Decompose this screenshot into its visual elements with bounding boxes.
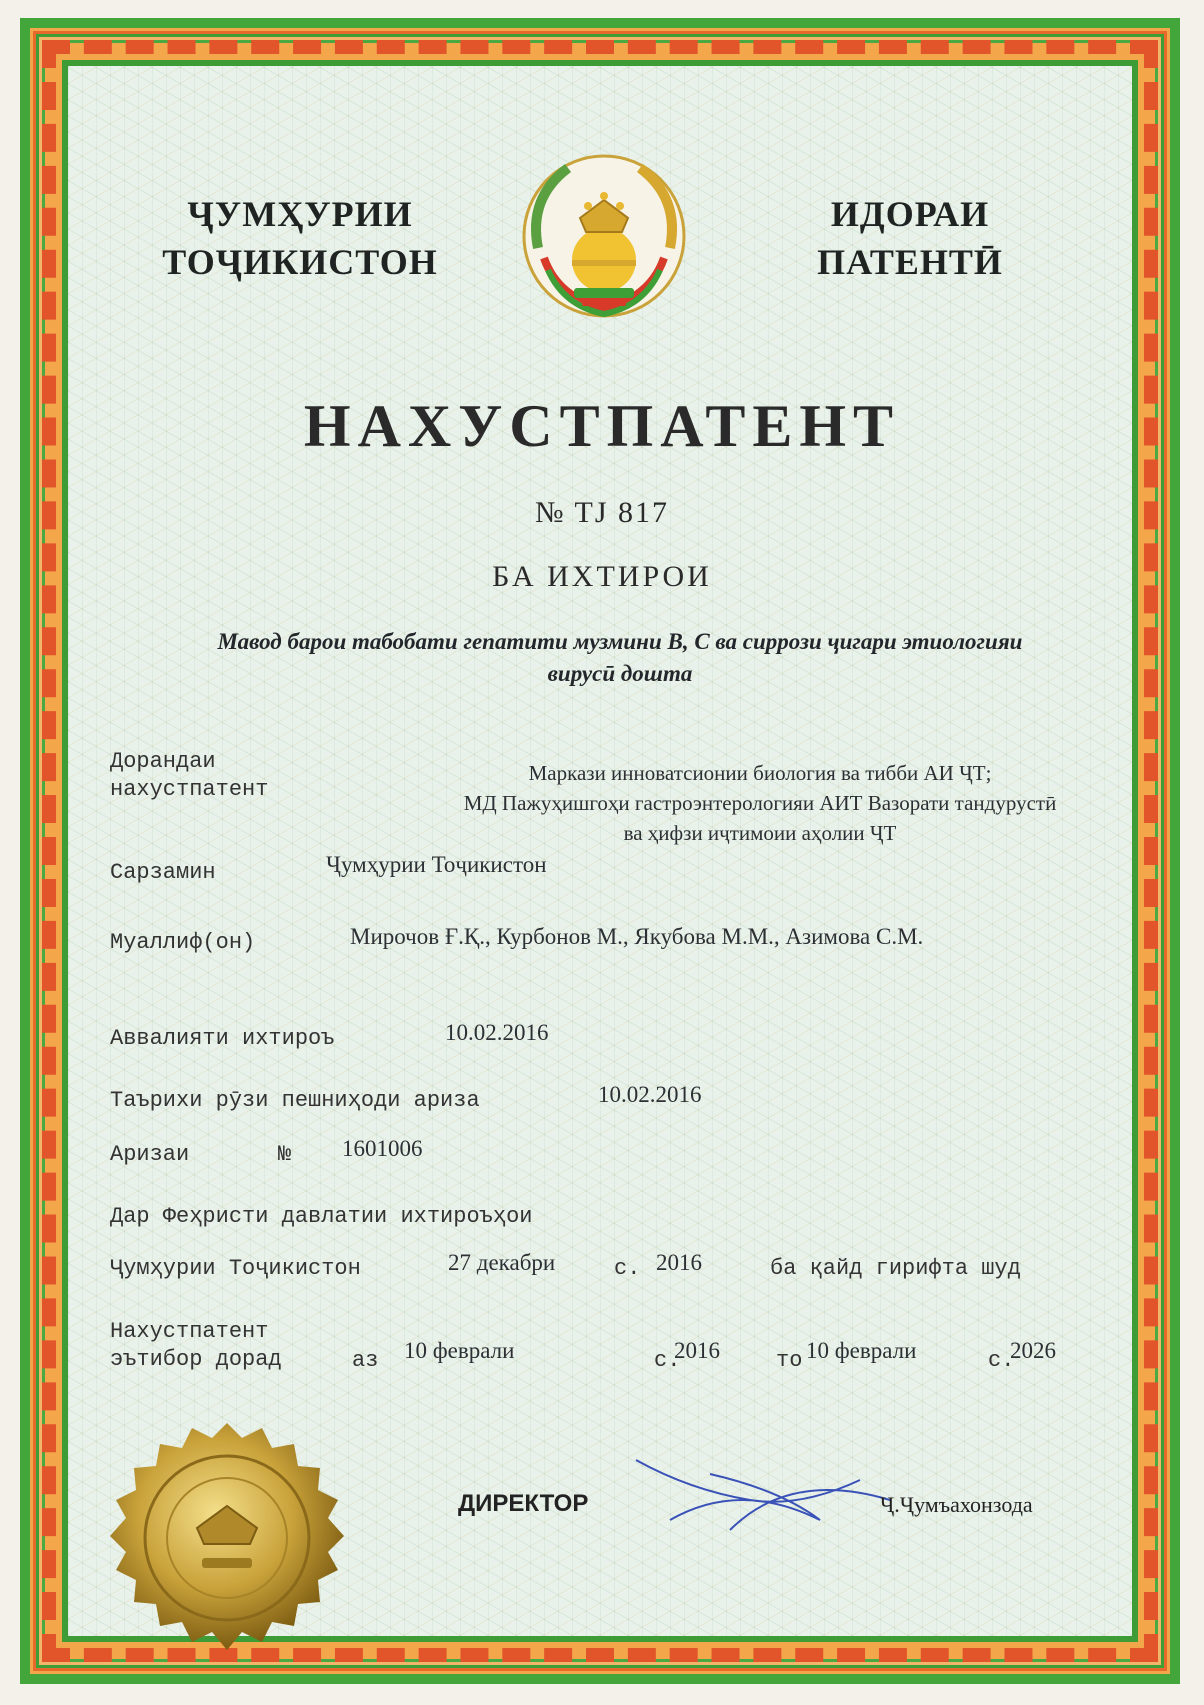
- register-day: 27 декабри: [448, 1250, 556, 1275]
- valid-from-word: аз: [352, 1348, 379, 1373]
- coat-of-arms-icon: [518, 148, 690, 328]
- valid-from: 10 феврали: [404, 1338, 515, 1363]
- valid-from-year: 2016: [674, 1338, 720, 1363]
- director-name: Ҷ.Ҷумъахонзода: [880, 1492, 1033, 1517]
- header-right-line2: ПАТЕНТӢ: [817, 242, 1003, 282]
- application-no-sign: №: [278, 1142, 292, 1167]
- authors-label: Муаллиф(он): [110, 930, 256, 955]
- authors-value: Мирочов Ғ.Қ., Курбонов М., Якубова М.М., Азимова С.М.: [350, 924, 924, 949]
- holder-line2: МД Пажуҳишгоҳи гастроэнтерологияи АИТ Вазорати тандурустӣ: [463, 791, 1057, 815]
- country-value: Ҷумҳурии Тоҷикистон: [326, 852, 547, 877]
- register-s: с.: [614, 1256, 641, 1281]
- country-label: Сарзамин: [110, 860, 216, 885]
- holder-line1: Маркази инноватсионии биология ва тибби АИ ҶТ;: [528, 761, 992, 785]
- holder-value: [400, 758, 1120, 848]
- register-end: ба қайд гирифта шуд: [770, 1256, 1021, 1281]
- holder-label-line2: нахустпатент: [110, 777, 269, 802]
- register-line1: Дар Феҳристи давлатии ихтироъҳои: [110, 1204, 533, 1229]
- valid-to-year: 2026: [1010, 1338, 1056, 1363]
- application-value: 1601006: [342, 1136, 423, 1161]
- invention-title-line2: вирусӣ дошта: [547, 661, 693, 686]
- register-country: Ҷумҳурии Тоҷикистон: [110, 1256, 361, 1281]
- holder-line3: ва ҳифзи иҷтимоии аҳолии ҶТ: [623, 821, 897, 845]
- document-title: НАХУСТПАТЕНТ: [303, 393, 901, 459]
- valid-to-word: то: [776, 1348, 803, 1373]
- valid-s2: с.: [988, 1348, 1015, 1373]
- header-left-line2: ТОҶИКИСТОН: [162, 242, 438, 282]
- handwritten-signature-icon: [630, 1450, 900, 1540]
- priority-value: 10.02.2016: [445, 1020, 549, 1045]
- holder-label: [110, 748, 268, 804]
- gold-seal-icon: [92, 1418, 362, 1678]
- register-year: 2016: [656, 1250, 702, 1275]
- invention-title: [130, 626, 1110, 690]
- header-right-line1: ИДОРАИ: [830, 194, 990, 234]
- validity-label-line1: Нахустпатент: [110, 1319, 269, 1344]
- header-left-line1: ҶУМҲУРИИ: [187, 194, 413, 234]
- validity-label-line2: эътибор дорад: [110, 1347, 282, 1372]
- application-label: Аризаи: [110, 1142, 190, 1167]
- filing-value: 10.02.2016: [598, 1082, 702, 1107]
- filing-label: Таърихи рӯзи пешниҳоди ариза: [110, 1088, 480, 1113]
- priority-label: Аввалияти ихтироъ: [110, 1026, 335, 1051]
- valid-s1: с.: [654, 1348, 681, 1373]
- holder-label-line1: Дорандаи: [110, 749, 216, 774]
- for-invention-heading: БА ИХТИРОИ: [492, 560, 712, 593]
- director-label: ДИРЕКТОР: [458, 1490, 589, 1517]
- patent-number: № TJ 817: [534, 496, 670, 529]
- invention-title-line1: Мавод барои табобати гепатити музмини В, С ва сиррози ҷигари этиологияи: [217, 629, 1023, 654]
- header-right: [780, 190, 1040, 286]
- header-left: [150, 190, 450, 286]
- validity-label: [110, 1318, 282, 1374]
- valid-to: 10 феврали: [806, 1338, 917, 1363]
